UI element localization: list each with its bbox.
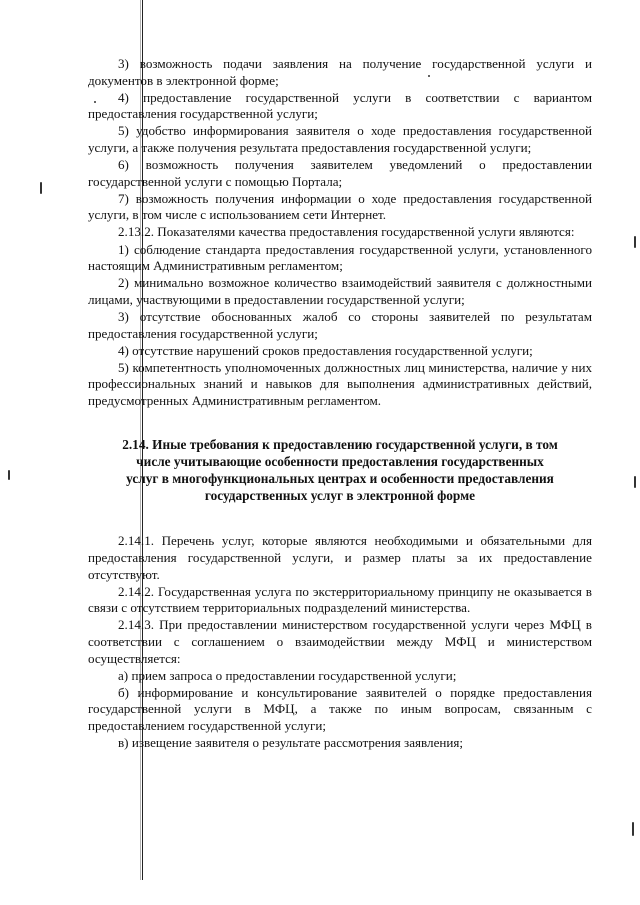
scan-speck xyxy=(40,182,42,194)
list-item: б) информирование и консультирование заявителей о порядке предоставления государственной услуги в МФЦ, а также по иным вопросам, связанным с предоставлением государственной услуги; xyxy=(88,684,592,733)
heading-line: услуг в многофункциональных центрах и особенности предоставления xyxy=(126,471,554,487)
heading-line: числе учитывающие особенности предоставления государственных xyxy=(136,454,544,470)
list-item: 5) компетентность уполномоченных должностных лиц министерства, наличие у них профессиональных знаний и навыков для выполнения административных действий, предусмотренных Административным регламентом. xyxy=(88,359,592,408)
list-item: 3) возможность подачи заявления на получение государственной услуги и документов в электронной форме; xyxy=(88,56,592,88)
section-paragraph: 2.14.1. Перечень услуг, которые являются необходимыми и обязательными для предоставления государственной услуги, и размер платы за их предоставление отсутствуют. xyxy=(88,533,592,582)
section-heading xyxy=(88,436,592,504)
heading-line: 2.14. Иные требования к предоставлению государственной услуги, в том xyxy=(122,437,558,453)
scan-speck xyxy=(634,476,636,488)
list-item: 5) удобство информирования заявителя о ходе предоставления государственной услуги, а также получения результата предоставления государственной услуги; xyxy=(88,123,592,155)
scan-speck xyxy=(8,470,10,480)
section-paragraph: 2.14.3. При предоставлении министерством государственной услуги через МФЦ в соответствии с соглашением о взаимодействии между МФЦ и министерством осуществляется: xyxy=(88,617,592,666)
list-item: а) прием запроса о предоставлении государственной услуги; xyxy=(118,667,457,683)
list-item: 1) соблюдение стандарта предоставления государственной услуги, установленного настоящим Административным регламентом; xyxy=(88,241,592,274)
scan-speck xyxy=(632,822,634,836)
list-item: 3) отсутствие обоснованных жалоб со стороны заявителей по результатам предоставления государственной услуги; xyxy=(88,308,592,341)
document-page xyxy=(88,56,592,752)
list-item: 4) предоставление государственной услуги в соответствии с вариантом предоставления государственной услуги; xyxy=(88,89,592,122)
list-item: 4) отсутствие нарушений сроков предоставления государственной услуги; xyxy=(118,342,533,358)
scan-speck xyxy=(634,236,636,248)
list-item: 2) минимально возможное количество взаимодействий заявителя с должностными лицами, участвующими в предоставлении государственной услуги; xyxy=(88,275,592,307)
heading-line: государственных услуг в электронной форме xyxy=(204,488,476,504)
list-item: в) извещение заявителя о результате рассмотрения заявления; xyxy=(118,735,464,751)
list-item: 6) возможность получения заявителем уведомлений о предоставлении государственной услуги с помощью Портала; xyxy=(88,157,592,189)
list-item: 7) возможность получения информации о ходе предоставления государственной услуги, в том числе с использованием сети Интернет. xyxy=(88,190,592,223)
section-paragraph: 2.13.2. Показателями качества предоставления государственной услуги являются: xyxy=(118,224,575,240)
section-paragraph: 2.14.2. Государственная услуга по экстерриториальному принципу не оказывается в связи с отсутствием территориальных подразделений министерства. xyxy=(88,583,592,616)
